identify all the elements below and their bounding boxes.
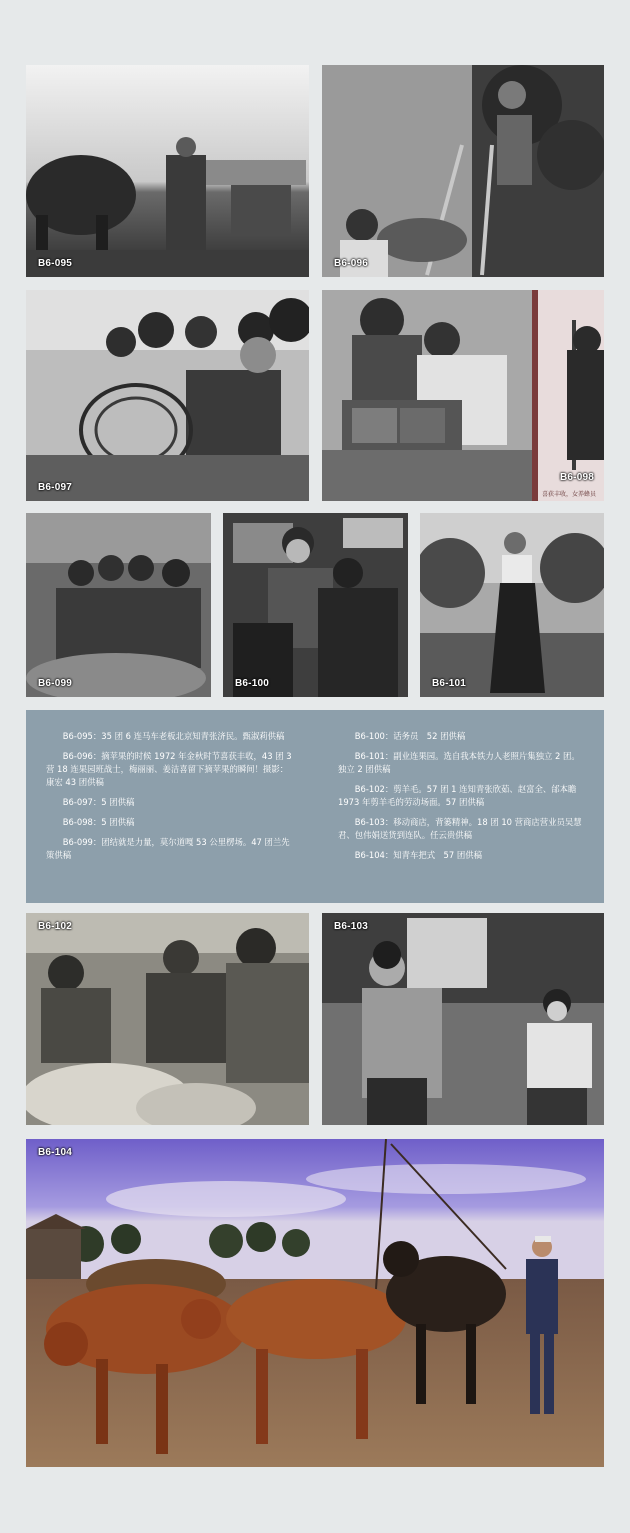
photo-b6-104 xyxy=(26,1139,604,1467)
photo-b6-097 xyxy=(26,290,309,501)
photo-image xyxy=(26,1139,604,1467)
photo-image xyxy=(322,290,604,501)
photo-id-label: B6-095 xyxy=(38,258,72,269)
caption-b6-099: B6-099：团结就是力量，莫尔道嘎 53 公里楞场。47 团兰先策供稿 xyxy=(46,837,290,860)
caption-b6-101: B6-101：副业连果园。选自我本铁力人老照片集独立 2 团。独立 2 团供稿 xyxy=(338,751,580,774)
caption-b6-095: B6-095：35 团 6 连马车老板北京知青张济民。甄淑莉供稿 xyxy=(62,731,285,741)
photo-id-label: B6-100 xyxy=(235,678,269,689)
photo-image xyxy=(322,913,604,1125)
photo-b6-095 xyxy=(26,65,309,277)
caption-b6-100: B6-100：话务员 52 团供稿 xyxy=(354,731,466,741)
photo-image xyxy=(26,513,211,697)
caption-b6-104: B6-104：知青车把式 57 团供稿 xyxy=(354,850,482,860)
photo-image xyxy=(322,65,604,277)
photo-b6-102 xyxy=(26,913,309,1125)
photo-b6-098 xyxy=(322,290,604,501)
photo-id-label: B6-104 xyxy=(38,1147,72,1158)
photo-id-label: B6-098 xyxy=(560,472,594,483)
caption-b6-097: B6-097：5 团供稿 xyxy=(62,797,135,807)
photo-id-label: B6-103 xyxy=(334,921,368,932)
photo-id-label: B6-099 xyxy=(38,678,72,689)
photo-b6-103 xyxy=(322,913,604,1125)
caption-b6-102: B6-102：剪羊毛。57 团 1 连知青张欣茹、赵富全、邰本瞻 1973 年剪羊毛的劳动场面。57 团供稿 xyxy=(338,784,577,807)
photo-id-label: B6-101 xyxy=(432,678,466,689)
caption-b6-098: B6-098：5 团供稿 xyxy=(62,817,135,827)
photo-b6-101 xyxy=(420,513,604,697)
caption-b6-103: B6-103：移动商店，背篓精神。18 团 10 营商店营业员吴慧君、包伟娟送货到连队。任云贵供稿 xyxy=(338,817,582,840)
captions-panel xyxy=(26,710,604,903)
photo-b6-096 xyxy=(322,65,604,277)
photo-id-label: B6-097 xyxy=(38,482,72,493)
photo-id-label: B6-096 xyxy=(334,258,368,269)
photo-inset-caption: 喜获丰收，女养蜂员 xyxy=(541,491,596,498)
photo-b6-100 xyxy=(223,513,408,697)
photo-image xyxy=(26,913,309,1125)
photo-b6-099 xyxy=(26,513,211,697)
photo-image xyxy=(26,290,309,501)
photo-id-label: B6-102 xyxy=(38,921,72,932)
captions-left-column xyxy=(46,730,292,869)
photo-image xyxy=(223,513,408,697)
captions-right-column xyxy=(338,730,588,869)
photo-image xyxy=(420,513,604,697)
caption-b6-096: B6-096：摘苹果的时候 1972 年金秋时节喜获丰收，43 团 3 营 18 连果园班战士，梅丽丽、姜洁喜留下摘苹果的瞬间！摄影：康宏 43 团供稿 xyxy=(46,751,292,787)
photo-image xyxy=(26,65,309,277)
